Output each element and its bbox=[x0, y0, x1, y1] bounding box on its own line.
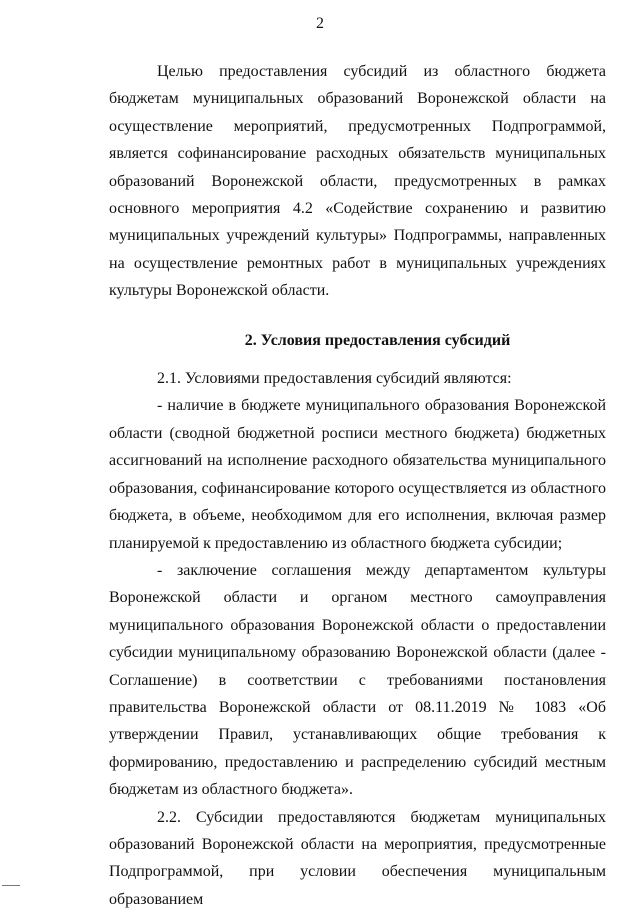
paragraph-2-1: 2.1. Условиями предоставления субсидий являются: bbox=[157, 370, 512, 388]
paragraph-2-2: 2.2. Субсидии предоставляются бюджетам муниципальных образований Воронежской области на мероприятия, предусмотренные Подпрограммой, при условии обеспечения муниципальным образованием bbox=[109, 808, 606, 908]
scan-edge-mark bbox=[2, 885, 20, 886]
paragraph-condition-agreement: - заключение соглашения между департаментом культуры Воронежской области и органом местного самоуправления муниципального образования Воронежской области о предоставлении субсидии муниципальному образованию Воронежской области (далее - Соглашение) в соответствии с требованиями постановления правительства Воронежской области от 08.11.2019 № 1083 «Об утверждении Правил, устанавливающих общие требования к формированию, предоставлению и распределению субсидий местным бюджетам из областного бюджета». bbox=[109, 561, 606, 799]
paragraph-purpose: Целью предоставления субсидий из областного бюджета бюджетам муниципальных образований Воронежской области на осуществление мероприятий, предусмотренных Подпрограммой, является софинансирование расходных обязательств муниципальных образований Воронежской области, предусмотренных в рамках основного мероприятия 4.2 «Содействие сохранению и развитию муниципальных учреждений культуры» Подпрограммы, направленных на осуществление ремонтных работ в муниципальных учреждениях культуры Воронежской области. bbox=[109, 63, 606, 300]
page-number: 2 bbox=[316, 15, 324, 32]
document-body bbox=[109, 58, 606, 913]
section-heading: 2. Условия предоставления субсидий bbox=[244, 331, 511, 349]
paragraph-condition-budget: - наличие в бюджете муниципального образования Воронежской области (сводной бюджетной росписи местного бюджета) бюджетных ассигнований на исполнение расходного обязательства муниципального образования, софинансирование которого осуществляется из областного бюджета, в объеме, необходимом для его исполнения, включая размер планируемой к предоставлению из областного бюджета субсидии; bbox=[109, 397, 606, 552]
